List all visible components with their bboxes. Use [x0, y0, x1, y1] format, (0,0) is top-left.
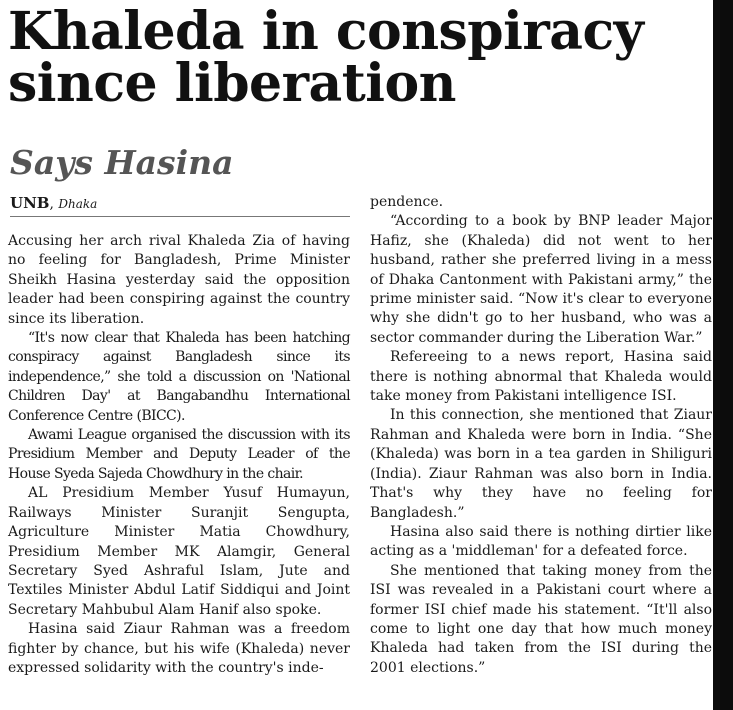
headline-line-2: since liberation — [8, 53, 456, 114]
paragraph: pendence. — [370, 194, 444, 210]
byline — [10, 195, 97, 212]
subheadline: Says Hasina — [10, 143, 234, 182]
page-edge-border — [713, 0, 733, 710]
paragraph: “It's now clear that Khaleda has been hatching conspiracy against Bangladesh since its independence,” she told a discussion on 'National Children Day' at Bangabandhu International Conference Centre (BICC). — [8, 330, 350, 424]
headline-line-1: Khaleda in conspiracy — [8, 1, 644, 62]
article-column-right — [370, 193, 712, 678]
paragraph: Awami League organised the discussion with its Presidium Member and Deputy Leader of the House Syeda Sajeda Chowdhury in the chair. — [8, 427, 350, 482]
paragraph: Refereeing to a news report, Hasina said there is nothing abnormal that Khaleda would take money from Pakistani intelligence ISI. — [370, 349, 712, 405]
byline-city: Dhaka — [58, 197, 98, 211]
paragraph: Accusing her arch rival Khaleda Zia of having no feeling for Bangladesh, Prime Minister Sheikh Hasina yesterday said the opposition leader had been conspiring against the country since its liberation. — [8, 233, 350, 327]
headline — [8, 1, 708, 114]
paragraph: Hasina said Ziaur Rahman was a freedom fighter by chance, but his wife (Khaleda) never expressed solidarity with the country's inde- — [8, 621, 350, 676]
paragraph: AL Presidium Member Yusuf Humayun, Railways Minister Suranjit Sengupta, Agriculture Minister Matia Chowdhury, Presidium Member MK Alamgir, General Secretary Syed Ashraful Islam, Jute and Textiles Minister Abdul Latif Siddiqui and Joint Secretary Mahbubul Alam Hanif also spoke. — [8, 485, 350, 618]
article-column-left — [8, 232, 350, 678]
byline-rule — [10, 216, 350, 217]
paragraph: She mentioned that taking money from the ISI was revealed in a Pakistani court where a former ISI chief made his statement. “It'll also come to light one day that how much money Khaleda had taken from the ISI during the 2001 elections.” — [370, 562, 712, 676]
paragraph: In this connection, she mentioned that Ziaur Rahman and Khaleda were born in India. “She (Khaleda) was born in a tea garden in Shiliguri (India). Ziaur Rahman was also born in India. That's why they have no feeling for Bangladesh.” — [370, 407, 712, 521]
byline-agency: UNB — [10, 194, 50, 212]
byline-separator: , — [49, 196, 59, 212]
paragraph: “According to a book by BNP leader Major Hafiz, she (Khaleda) did not went to her husband, rather she preferred living in a mess of Dhaka Cantonment with Pakistani army,” the prime minister said. “Now it's clear to everyone why she didn't go to her husband, who was a sector commander during the Liberation War.” — [370, 213, 712, 346]
paragraph: Hasina also said there is nothing dirtier like acting as a 'middleman' for a defeated force. — [370, 523, 712, 560]
